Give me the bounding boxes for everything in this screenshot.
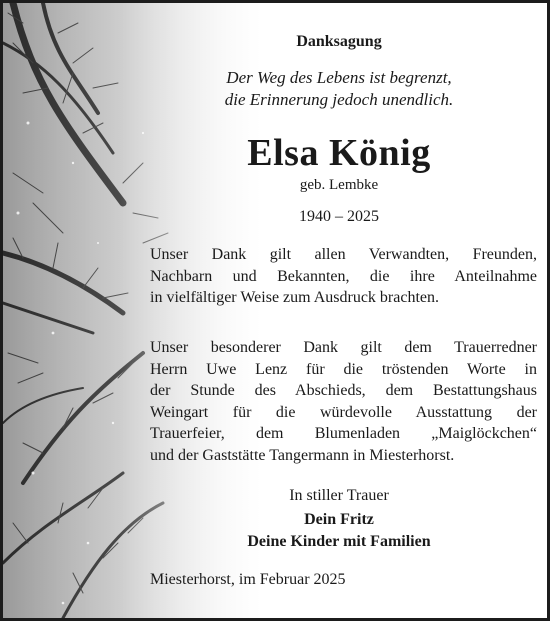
thanks-paragraph-1 (150, 244, 537, 309)
life-years: 1940 – 2025 (299, 208, 379, 225)
thanks-paragraph-2 (150, 337, 537, 466)
paragraph-line: in vielfältiger Weise zum Ausdruck brachten. (150, 289, 439, 306)
paragraph-line: Unser Dank gilt allen Verwandten, Freunden, (150, 246, 537, 263)
paragraph-line: Unser besonderer Dank gilt dem Trauerredner (150, 339, 537, 356)
signature-intro: In stiller Trauer (289, 487, 389, 504)
notice-heading: Danksagung (296, 33, 382, 50)
paragraph-line: Weingart für die würdevolle Ausstattung der (150, 403, 537, 421)
notice-content (3, 3, 547, 618)
paragraph-line: der Stunde des Abschieds, dem Bestattungshaus (150, 382, 537, 399)
signature-family: Deine Kinder mit Familien (247, 533, 431, 550)
birth-name: geb. Lembke (299, 177, 379, 193)
paragraph-line: und der Gaststätte Tangermann in Miesterhorst. (150, 446, 455, 464)
signature-spouse: Dein Fritz (304, 511, 374, 528)
paragraph-line: Trauerfeier, dem Blumenladen „Maiglöckchen“ (150, 425, 537, 442)
place-date: Miesterhorst, im Februar 2025 (150, 571, 346, 588)
quote-line-2: die Erinnerung jedoch unendlich. (224, 90, 454, 109)
paragraph-line: Herrn Uwe Lenz für die tröstenden Worte in (150, 360, 537, 378)
paragraph-line: Nachbarn und Bekannten, die ihre Anteilnahme (150, 267, 537, 285)
deceased-name: Elsa König (247, 132, 431, 174)
quote-line-1: Der Weg des Lebens ist begrenzt, (226, 68, 452, 87)
